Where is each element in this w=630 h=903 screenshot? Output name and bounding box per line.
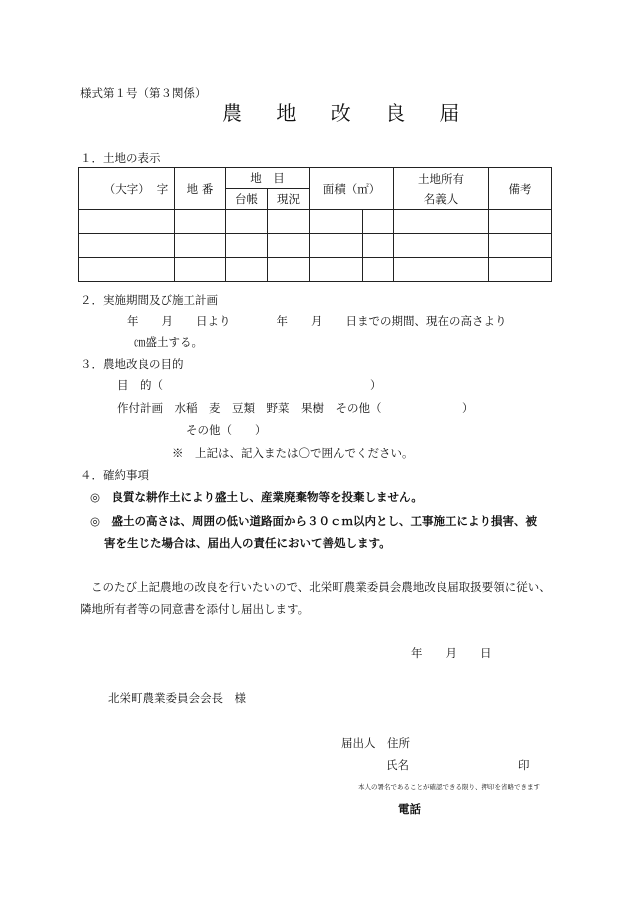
table-cell [489, 258, 552, 282]
applicant-address-label: 届出人 住所 [341, 736, 410, 750]
page-title: 農 地 改 良 届 [222, 101, 474, 125]
table-cell [363, 234, 394, 258]
table-cell [226, 234, 268, 258]
land-table [78, 167, 552, 282]
other-line: その他（ ） [186, 423, 267, 437]
table-cell [79, 258, 175, 282]
body-text-line1: このたび上記農地の改良を行いたいので、北栄町農業委員会農地改良届取扱要領に従い、 [91, 580, 551, 594]
col-biko: 備考 [489, 168, 552, 210]
fill-line: ㎝盛土する。 [134, 335, 203, 349]
col-genkyo: 現況 [268, 189, 310, 210]
col-daicho: 台帳 [226, 189, 268, 210]
table-cell [175, 258, 226, 282]
table-cell [79, 210, 175, 234]
section4-heading: ４．確約事項 [80, 468, 149, 482]
table-row [79, 210, 552, 234]
table-cell [363, 258, 394, 282]
seal-omit-note: 本人の署名であることが確認できる限り、押印を省略できます [358, 783, 540, 791]
table-cell [489, 210, 552, 234]
table-cell [175, 210, 226, 234]
table-cell [268, 258, 310, 282]
period-line: 年 月 日より 年 月 日までの期間、現在の高さより [127, 314, 507, 328]
table-cell [394, 258, 489, 282]
table-cell [394, 210, 489, 234]
table-cell [310, 234, 363, 258]
crop-plan-line: 作付計画 水稲 麦 豆類 野菜 果樹 その他（ ） [117, 401, 474, 415]
table-cell [363, 210, 394, 234]
col-menseki: 面積（㎡） [310, 168, 394, 210]
col-owner [394, 168, 489, 210]
body-text-line2: 隣地所有者等の同意書を添付し届出します。 [80, 602, 310, 616]
aza-suffix: 字 [156, 181, 169, 196]
aza-label: （大字） [103, 181, 150, 196]
table-row [79, 258, 552, 282]
applicant-name-label: 氏名 [386, 758, 409, 772]
form-number: 様式第１号（第３関係） [80, 86, 207, 100]
note-line: ※ 上記は、記入または〇で囲んでください。 [172, 446, 414, 460]
purpose-line: 目 的（ ） [117, 378, 382, 392]
table-cell [226, 210, 268, 234]
table-cell [394, 234, 489, 258]
table-cell [310, 258, 363, 282]
table-cell [268, 210, 310, 234]
owner-line1: 土地所有 [418, 171, 464, 186]
pledge-item-2-cont: 害を生じた場合は、届出人の責任において善処します。 [104, 536, 391, 550]
section3-heading: ３．農地改良の目的 [80, 357, 184, 371]
table-cell [175, 234, 226, 258]
col-chiban: 地 番 [175, 168, 226, 210]
owner-line2: 名義人 [423, 191, 459, 206]
table-cell [268, 234, 310, 258]
table-cell [310, 210, 363, 234]
table-cell [79, 234, 175, 258]
col-chimoku: 地 目 [226, 168, 310, 189]
addressee: 北栄町農業委員会会長 様 [108, 691, 246, 705]
section1-heading: １．土地の表示 [80, 151, 161, 165]
pledge-item-1: ◎ 良質な耕作土により盛土し、産業廃棄物等を投棄しません。 [90, 490, 423, 504]
seal-mark: 印 [518, 758, 530, 772]
pledge-item-2: ◎ 盛土の高さは、周囲の低い道路面から３０ｃｍ以内とし、工事施工により損害、被 [90, 514, 538, 528]
phone-label: 電話 [398, 802, 421, 816]
table-row [79, 234, 552, 258]
date-line: 年 月 日 [411, 646, 492, 660]
table-cell [489, 234, 552, 258]
section2-heading: ２．実施期間及び施工計画 [80, 293, 218, 307]
table-cell [226, 258, 268, 282]
col-aza [79, 168, 175, 210]
